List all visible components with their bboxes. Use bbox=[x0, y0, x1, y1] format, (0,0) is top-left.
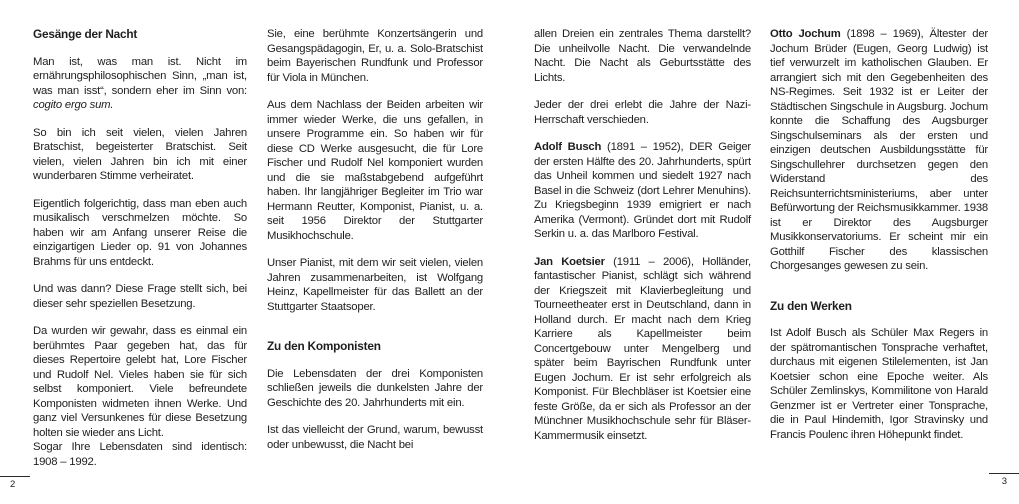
paragraph bbox=[267, 256, 483, 314]
text-run: Und was dann? Diese Frage stellt sich, bei dieser sehr speziellen Besetzung. bbox=[33, 283, 247, 310]
text-run: Eigentlich folgerichtig, dass man eben auch musikalisch verschmelzen möchte. So haben wir am Anfang unserer Reise die einzigartigen Lieder op. 91 von Johannes Brahms für uns entdeckt. bbox=[33, 197, 247, 268]
text-run: Sogar Ihre Lebensdaten sind identisch: 1908 – 1992. bbox=[33, 441, 247, 468]
paragraph bbox=[33, 282, 247, 311]
paragraph bbox=[33, 55, 247, 113]
text-column bbox=[770, 27, 988, 455]
section-heading: Gesänge der Nacht bbox=[33, 27, 138, 41]
text-column bbox=[267, 27, 483, 465]
paragraph bbox=[267, 98, 483, 243]
text-run: Man ist, was man ist. Nicht im ernährungsphilosophischen Sinn, „man ist, was man isst“, sondern eher im Sinn von: bbox=[33, 55, 247, 97]
page-number-rule-right bbox=[989, 473, 1019, 474]
paragraph bbox=[267, 367, 483, 411]
text-column bbox=[33, 27, 247, 482]
text-run: Die Lebensdaten der drei Komponisten schließen jeweils die dunkelsten Jahre der Geschichte des 20. Jahrhunderts mit ein. bbox=[267, 367, 483, 409]
paragraph bbox=[770, 326, 988, 442]
bold-text-run: Adolf Busch bbox=[534, 141, 602, 153]
text-run: Da wurden wir gewahr, dass es einmal ein berühmtes Paar gegeben hat, das für dieses Repertoire gelebt hat, Lore Fischer und Rudolf Nel. Vieles haben sie für sich selbst komponiert. Viele befreundete Komponisten widmeten ihnen Werke. Und ganz viel Versunkenes für diese Besetzung holten sie wieder ans Licht. bbox=[33, 325, 247, 439]
text-run: Sie, eine berühmte Konzertsängerin und Gesangspädagogin, Er, u. a. Solo-Bratschist beim Bayerischen Rundfunk und Professor für Viola in München. bbox=[267, 28, 483, 84]
text-run: Ist das vielleicht der Grund, warum, bewusst oder unbewusst, die Nacht bei bbox=[267, 424, 483, 451]
bold-text-run: Jan Koetsier bbox=[534, 255, 605, 268]
page-number-rule-left bbox=[0, 476, 30, 477]
paragraph bbox=[770, 27, 988, 274]
text-run: Ist Adolf Busch als Schüler Max Regers in der spätromantischen Tonsprache verhaftet, durchaus mit eigenen Stilelementen, ist Jan Koetsier schon eine Epoche weiter. Als Schüler Zemlinskys, Kommilitone von Harald Genzmer ist er Vertreter einer Tonsprache, die in Paul Hindemith, Igor Stravinsky und Francis Poulenc ihren Höhepunkt findet. bbox=[770, 327, 988, 441]
text-run: (1898 – 1969), Ältester der Jochum Brüder (Eugen, Georg Ludwig) ist tief verwurzelt im katholischen Glauben. Er arrangiert sich mit den Gegebenheiten des NS-Regimes. Seit 1932 ist er Leiter der Städtischen Singschule in Augsburg. Jochum konnte die Schaffung des Augsburger Singschulseminars als der ersten und einzigen deutschen Ausbildungsstätte für Singschullehrer durchsetzen gegen den Widerstand des Reichsunterrichtsministeriums, aber unter Befürwortung der Reichsmusikkammer. 1938 ist er Direktor des Augsburger Musikkonservatoriums. Er scheint mir ein Gotthilf Fischer des klassischen Chorgesanges gewesen zu sein. bbox=[770, 28, 988, 272]
paragraph bbox=[33, 440, 247, 469]
text-run: (1911 – 2006), Holländer, fantastischer Pianist, schlägt sich während der Kriegszeit mit Klavierbegleitung und Tourneetheater erst in Deutschland, dann in Holland durch. Er macht nach dem Krieg Karriere als Kapellmeister beim Concertgebouw unter Mengelberg und später beim Bayrischen Rundfunk unter Eugen Jochum. Er ist sehr erfolgreich als Komponist. Für Blechbläser ist Koetsier eine feste Größe, da er sich als Professor an der Münchner Musikhochschule sehr für Bläser-Kammermusik einsetzt. bbox=[534, 255, 751, 442]
paragraph bbox=[534, 98, 751, 127]
paragraph bbox=[33, 197, 247, 270]
paragraph bbox=[534, 140, 751, 242]
paragraph bbox=[33, 324, 247, 440]
text-run: Aus dem Nachlass der Beiden arbeiten wir immer wieder Werke, die uns gefallen, in unsere Programme ein. So haben wir für diese CD Werke ausgesucht, die für Lore Fischer und Rudolf Nel komponiert wurden und die sie maßstabgebend aufgeführt haben. Ihr langjähriger Begleiter im Trio war Hermann Reutter, Komponist, Pianist, u. a. seit 1956 Direktor der Stuttgarter Musikhochschule. bbox=[267, 99, 483, 242]
paragraph bbox=[534, 255, 751, 444]
italic-text-run: cogito ergo sum. bbox=[33, 99, 114, 111]
page-number-left: 2 bbox=[10, 479, 16, 490]
bold-text-run: Otto Jochum bbox=[770, 28, 841, 40]
text-run: So bin ich seit vielen, vielen Jahren Bratschist, begeisterter Bratschist. Seit vielen, vielen Jahren bin ich mit einer wunderbaren Stimme verheiratet. bbox=[33, 126, 247, 182]
section-heading: Zu den Komponisten bbox=[267, 339, 381, 353]
section-heading: Zu den Werken bbox=[770, 298, 852, 313]
paragraph bbox=[267, 27, 483, 85]
paragraph bbox=[267, 423, 483, 452]
text-run: (1891 – 1952), DER Geiger der ersten Hälfte des 20. Jahrhunderts, spürt das Unheil kommen und siedelt 1927 nach Basel in die Schweiz (dort Lehrer Menuhins). Zu Kriegsbeginn 1939 emigriert er nach Amerika (Vermont). Gründet dort mit Rudolf Serkin u. a. das Marlboro Festival. bbox=[534, 141, 751, 240]
text-run: Jeder der drei erlebt die Jahre der Nazi-Herrschaft verschieden. bbox=[534, 99, 751, 126]
text-run: allen Dreien ein zentrales Thema darstellt? Die unheilvolle Nacht. Die verwandelnde Nacht. Die Nacht als Geburtsstätte des Lichts. bbox=[534, 28, 751, 84]
text-run: Unser Pianist, mit dem wir seit vielen, vielen Jahren zusammenarbeiten, ist Wolfgang Heinz, Kapellmeister für das Ballett an der Stuttgarter Staatsoper. bbox=[267, 257, 483, 313]
text-column bbox=[534, 27, 751, 456]
page-number-right: 3 bbox=[1001, 476, 1007, 487]
paragraph bbox=[534, 27, 751, 85]
paragraph bbox=[33, 126, 247, 184]
